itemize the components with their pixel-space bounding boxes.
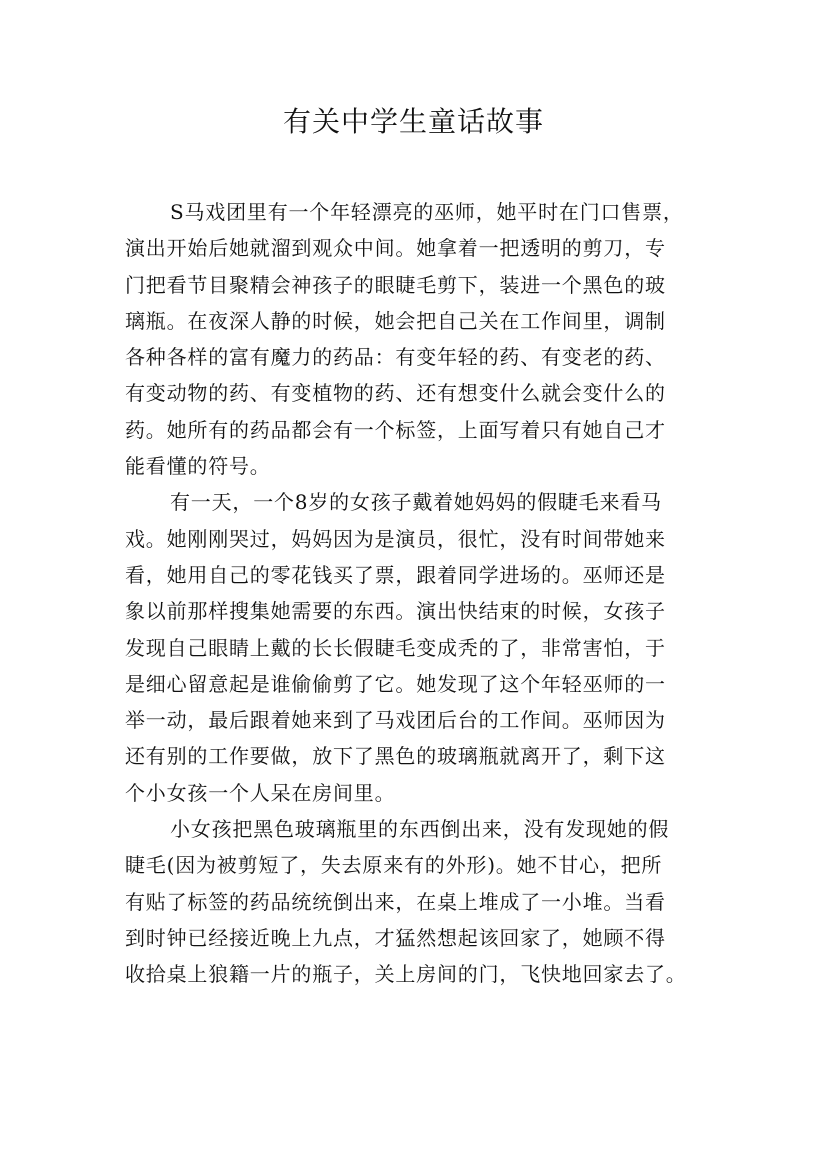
paragraph-line: 有变动物的药、有变植物的药、还有想变什么就会变什么的 — [125, 381, 666, 406]
paragraph-line: 举一动，最后跟着她来到了马戏团后台的工作间。巫师因为 — [125, 708, 666, 733]
paragraph-line: 还有别的工作要做，放下了黑色的玻璃瓶就离开了，剩下这 — [125, 744, 666, 769]
document-body — [125, 194, 715, 993]
paragraph-line: 演出开始后她就溜到观众中间。她拿着一把透明的剪刀，专 — [125, 236, 666, 261]
paragraph-line: 象以前那样搜集她需要的东西。演出快结束的时候，女孩子 — [125, 599, 666, 624]
paragraph-line: 是细心留意起是谁偷偷剪了它。她发现了这个年轻巫师的一 — [125, 671, 666, 696]
paragraph-line: 睫毛(因为被剪短了，失去原来有的外形)。她不甘心，把所 — [125, 853, 663, 878]
paragraph-line: 到时钟已经接近晚上九点，才猛然想起该回家了，她顾不得 — [125, 925, 666, 950]
paragraph-line: 门把看节目聚精会神孩子的眼睫毛剪下，装进一个黑色的玻 — [125, 272, 666, 297]
paragraph-3 — [125, 811, 715, 992]
paragraph-2 — [125, 484, 715, 811]
paragraph-line: 各种各样的富有魔力的药品：有变年轻的药、有变老的药、 — [125, 345, 666, 370]
paragraph-line: 小女孩把黑色玻璃瓶里的东西倒出来，没有发现她的假 — [170, 817, 670, 842]
paragraph-line: 有贴了标签的药品统统倒出来，在桌上堆成了一小堆。当看 — [125, 889, 666, 914]
paragraph-line: 看，她用自己的零花钱买了票，跟着同学进场的。巫师还是 — [125, 562, 666, 587]
document-title: 有关中学生童话故事 — [282, 105, 544, 138]
paragraph-line: 能看懂的符号。 — [125, 454, 271, 479]
paragraph-line: 收拾桌上狼籍一片的瓶子，关上房间的门，飞快地回家去了。 — [125, 962, 687, 987]
paragraph-line: 璃瓶。在夜深人静的时候，她会把自己关在工作间里，调制 — [125, 308, 666, 333]
paragraph-line: S马戏团里有一个年轻漂亮的巫师，她平时在门口售票， — [170, 200, 684, 224]
paragraph-line: 个小女孩一个人呆在房间里。 — [125, 780, 396, 805]
paragraph-line: 戏。她刚刚哭过，妈妈因为是演员，很忙，没有时间带她来 — [125, 526, 666, 551]
paragraph-1 — [125, 194, 715, 484]
paragraph-line: 有一天，一个8岁的女孩子戴着她妈妈的假睫毛来看马 — [170, 490, 662, 515]
paragraph-line: 发现自己眼睛上戴的长长假睫毛变成秃的了，非常害怕，于 — [125, 635, 666, 660]
paragraph-line: 药。她所有的药品都会有一个标签，上面写着只有她自己才 — [125, 417, 666, 442]
